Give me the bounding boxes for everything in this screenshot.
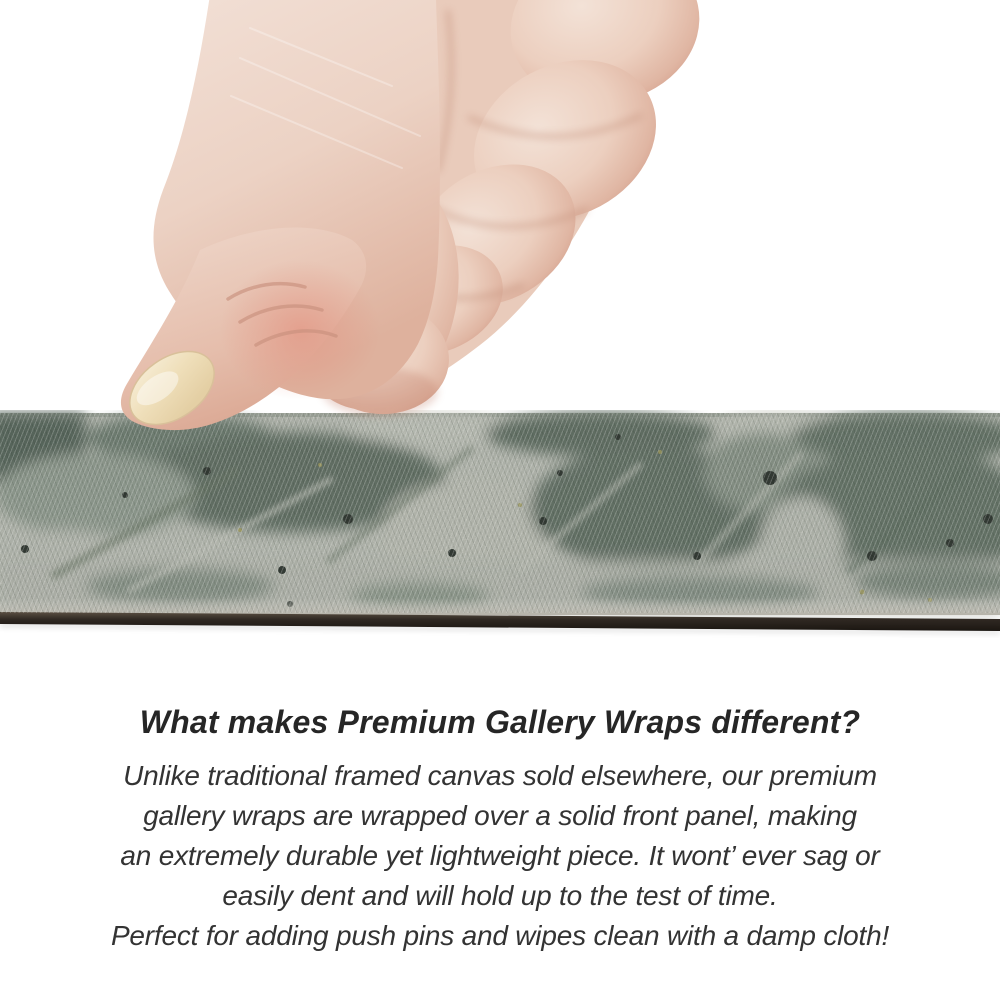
- hand-photo: [0, 0, 1000, 445]
- caption-line-4: easily dent and will hold up to the test of time.: [222, 880, 778, 911]
- caption-line-3: an extremely durable yet lightweight piece. It wont’ ever sag or: [120, 840, 880, 871]
- caption-line-1: Unlike traditional framed canvas sold elsewhere, our premium: [123, 760, 877, 791]
- caption-heading: What makes Premium Gallery Wraps different?: [139, 704, 861, 740]
- caption-block: [0, 701, 1000, 956]
- caption-line-2: gallery wraps are wrapped over a solid front panel, making: [143, 800, 857, 831]
- caption-line-5: Perfect for adding push pins and wipes clean with a damp cloth!: [110, 920, 890, 951]
